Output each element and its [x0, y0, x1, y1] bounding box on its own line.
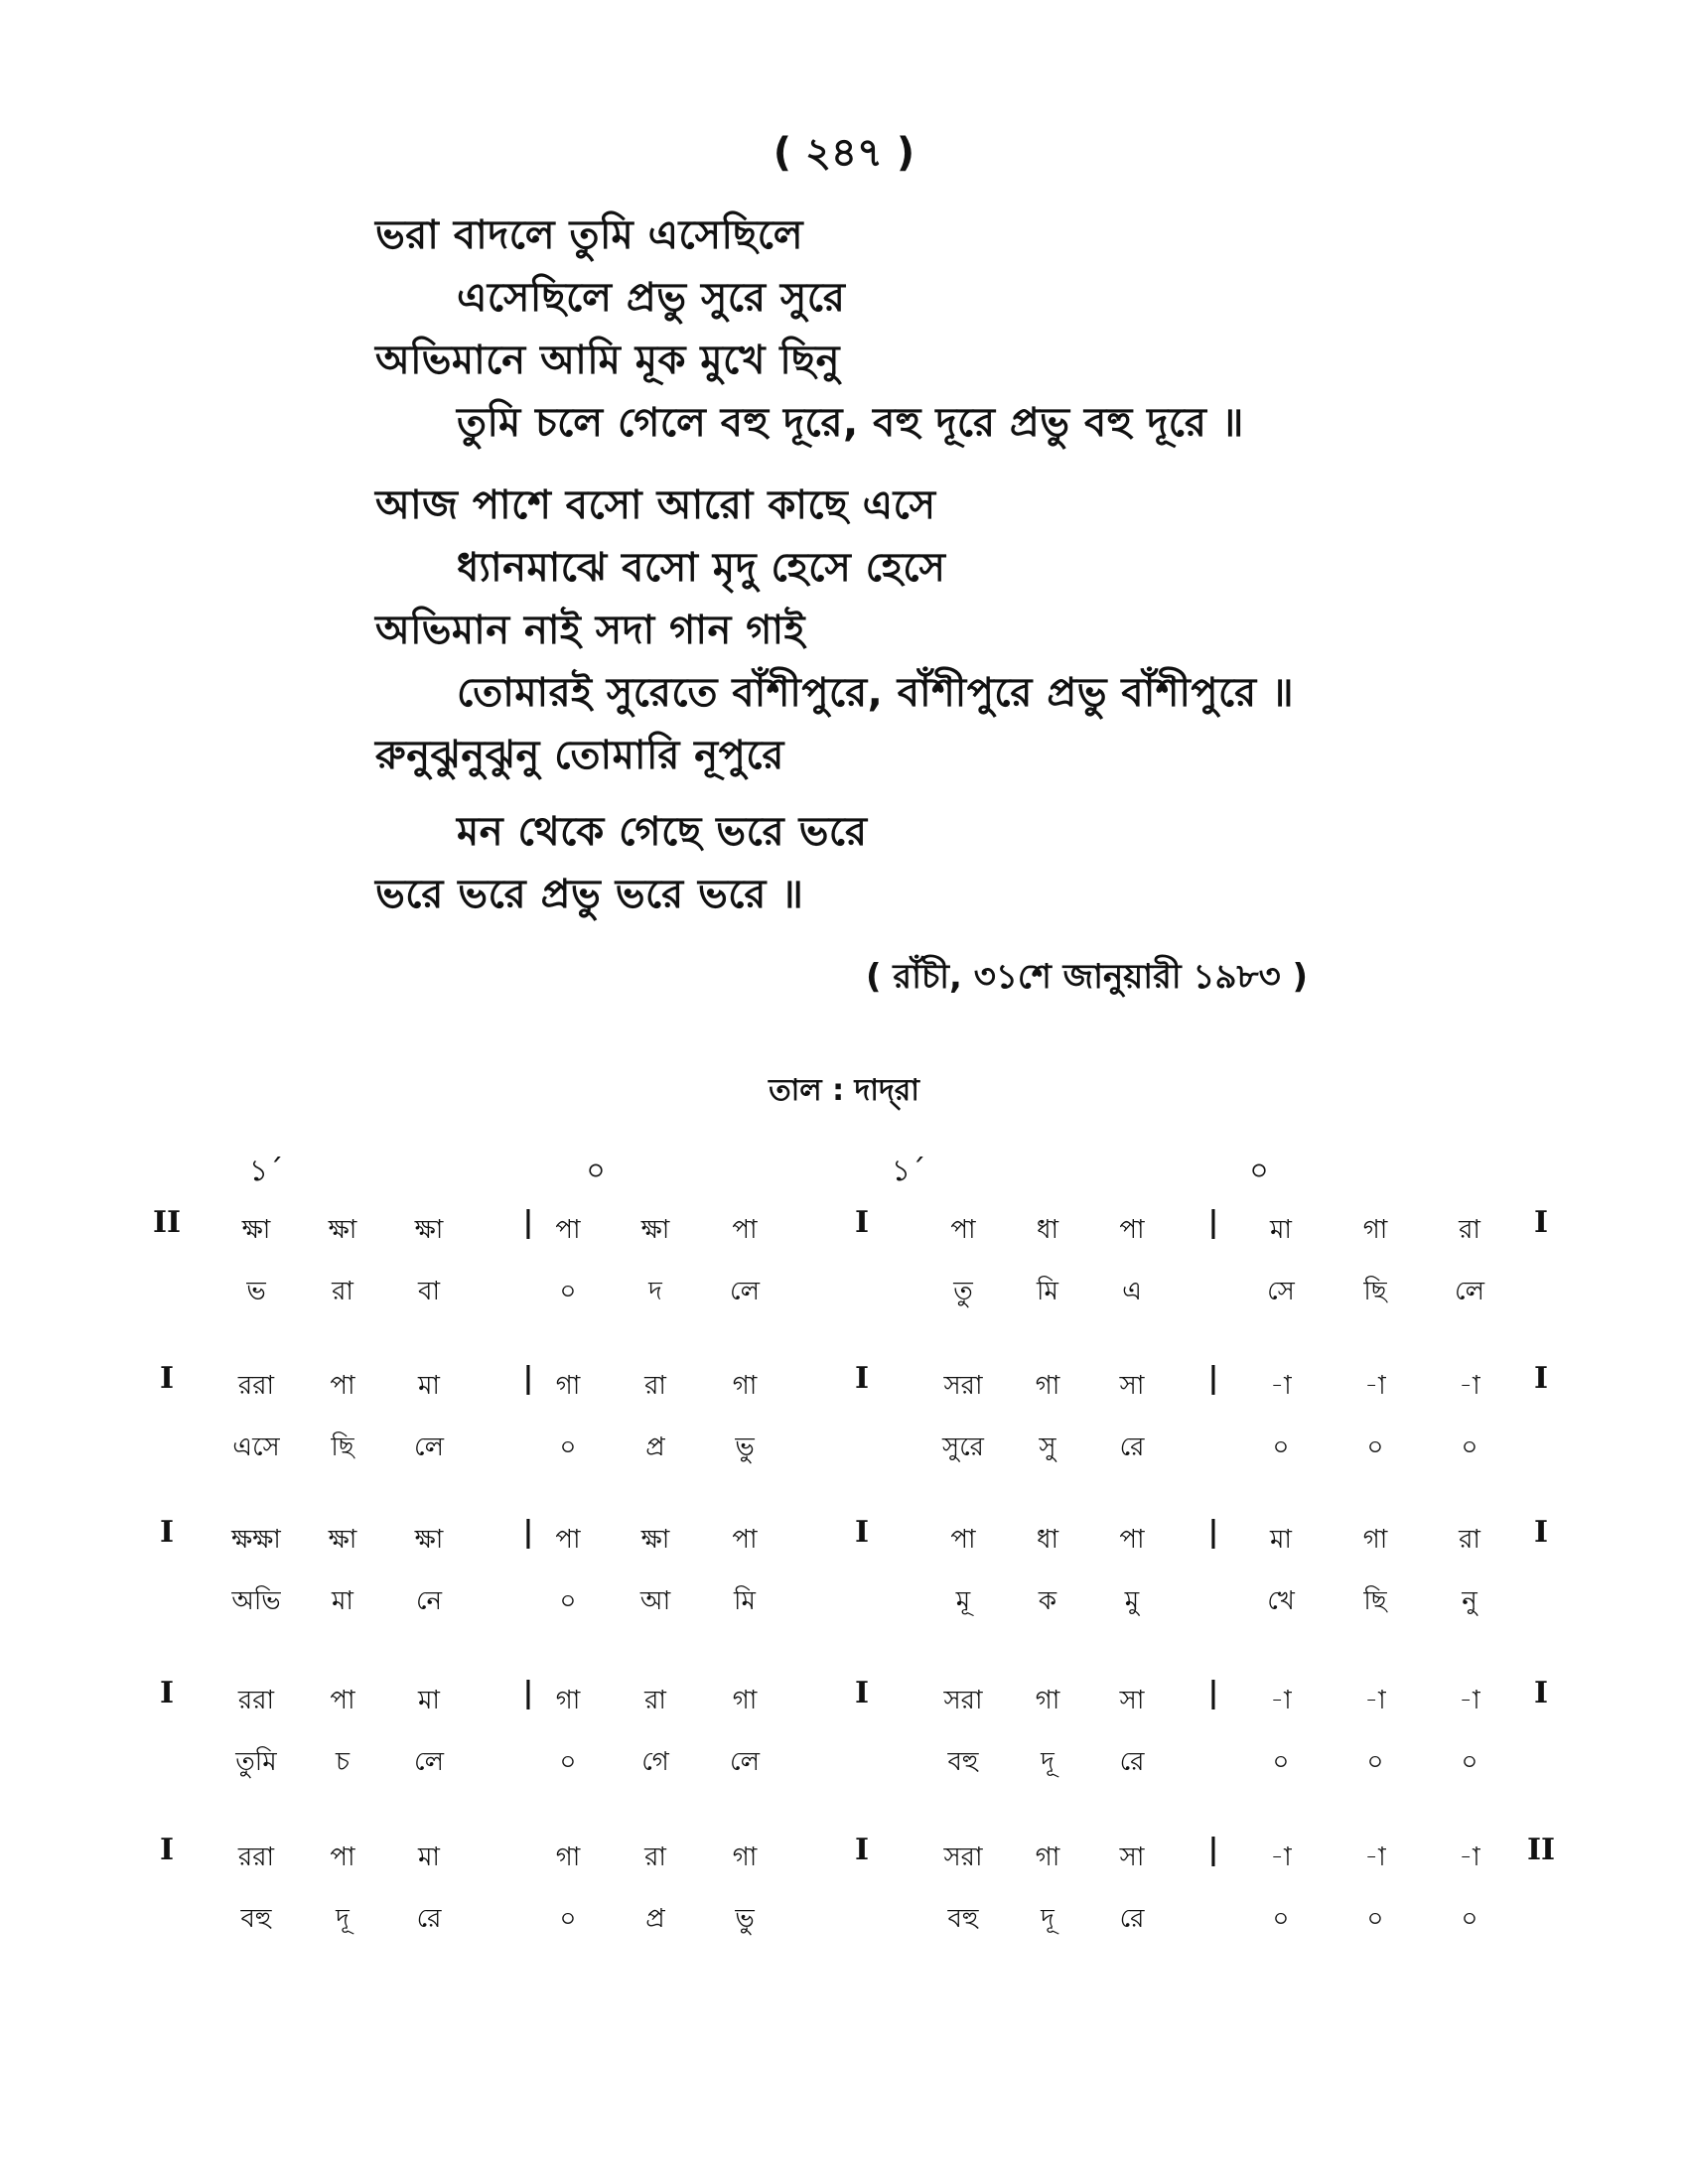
swara-note: -া: [1364, 1686, 1386, 1715]
bar-line: |: [1207, 1361, 1219, 1396]
lyric-syllable: লে: [730, 1277, 760, 1306]
lyric-syllable: লে: [1455, 1277, 1484, 1306]
swara-note: ক্ষা: [414, 1215, 444, 1245]
bar-line: I: [854, 1361, 870, 1396]
swara-note: গা: [1035, 1371, 1060, 1401]
bar-line: II: [152, 1205, 182, 1240]
swara-note: সরা: [943, 1686, 983, 1715]
lyric-syllable: ০: [1272, 1433, 1290, 1462]
lyric-line: ভরে ভরে প্রভু ভরে ভরে ॥: [375, 872, 804, 917]
swara-note: ররা: [237, 1843, 275, 1872]
swara-note: সরা: [943, 1843, 983, 1872]
swara-note: ক্ষা: [414, 1525, 444, 1555]
lyric-syllable: ০: [1272, 1747, 1290, 1777]
swara-note: ক্ষা: [640, 1525, 670, 1555]
bar-line: I: [159, 1361, 175, 1396]
bar-line: |: [1207, 1205, 1219, 1240]
bar-line: |: [522, 1515, 534, 1550]
swara-note: পা: [330, 1843, 355, 1872]
lyric-line: অভিমানে আমি মূক মুখে ছিনু: [375, 338, 840, 383]
swara-note: গা: [1035, 1686, 1060, 1715]
swara-note: ধা: [1036, 1215, 1059, 1245]
swara-note: গা: [555, 1843, 581, 1872]
swara-note: ক্ষা: [241, 1215, 271, 1245]
bar-line: I: [1533, 1361, 1549, 1396]
lyric-syllable: ছি: [1363, 1277, 1387, 1306]
swara-note: -া: [1270, 1843, 1292, 1872]
lyric-syllable: ০: [559, 1277, 577, 1306]
lyric-syllable: রে: [416, 1904, 442, 1934]
beat-mark: ১´: [248, 1154, 284, 1188]
lyric-syllable: এসে: [232, 1433, 280, 1462]
lyric-syllable: ০: [1366, 1433, 1384, 1462]
bar-line: |: [1207, 1676, 1219, 1710]
lyric-syllable: খে: [1267, 1586, 1295, 1616]
swara-note: মা: [418, 1686, 440, 1715]
lyric-line: এসেছিলে প্রভু সুরে সুরে: [457, 275, 846, 321]
lyric-syllable: দ: [648, 1277, 662, 1306]
lyric-syllable: ভু: [735, 1904, 755, 1934]
swara-note: ক্ষক্ষা: [231, 1525, 281, 1555]
swara-note: -া: [1270, 1371, 1292, 1401]
bar-line: |: [522, 1676, 534, 1710]
lyric-line: রুনুঝুনুঝুনু তোমারি নূপুরে: [375, 733, 784, 778]
swara-note: গা: [555, 1371, 581, 1401]
swara-note: গা: [1362, 1215, 1388, 1245]
swara-note: গা: [1362, 1525, 1388, 1555]
taal-label: তাল : দাদ্‌রা: [769, 1073, 919, 1108]
lyric-syllable: বহু: [947, 1747, 979, 1777]
bar-line: I: [854, 1833, 870, 1867]
lyric-syllable: সুরে: [942, 1433, 984, 1462]
bar-line: |: [1207, 1515, 1219, 1550]
lyric-line: ধ্যানমাঝে বসো মৃদু হেসে হেসে: [457, 545, 946, 591]
swara-note: রা: [644, 1371, 666, 1401]
swara-note: মা: [418, 1843, 440, 1872]
lyric-syllable: প্র: [645, 1904, 665, 1934]
swara-note: পা: [1119, 1525, 1145, 1555]
lyric-syllable: রে: [1119, 1433, 1145, 1462]
lyric-syllable: ০: [1461, 1904, 1478, 1934]
lyric-syllable: অভি: [231, 1586, 281, 1616]
beat-mark: ০: [586, 1154, 606, 1188]
lyric-line: মন থেকে গেছে ভরে ভরে: [457, 809, 868, 855]
lyric-line: তোমারই সুরেতে বাঁশীপুরে, বাঁশীপুরে প্রভু বাঁশীপুরে ॥: [457, 670, 1295, 716]
swara-note: সা: [1119, 1686, 1145, 1715]
lyric-syllable: চ: [335, 1747, 351, 1777]
lyric-syllable: ০: [559, 1433, 577, 1462]
bar-line: |: [1207, 1833, 1219, 1867]
swara-note: মা: [1270, 1215, 1292, 1245]
swara-note: ক্ষা: [328, 1215, 357, 1245]
swara-note: রা: [644, 1686, 666, 1715]
swara-note: রা: [1459, 1215, 1480, 1245]
lyric-syllable: ০: [559, 1747, 577, 1777]
lyric-syllable: ছি: [1363, 1586, 1387, 1616]
swara-note: পা: [732, 1525, 758, 1555]
swara-note: রা: [1459, 1525, 1480, 1555]
swara-note: পা: [732, 1215, 758, 1245]
lyric-syllable: ০: [1366, 1747, 1384, 1777]
swara-note: গা: [555, 1686, 581, 1715]
swara-note: সরা: [943, 1371, 983, 1401]
page-number: ( ২৪৭ ): [773, 130, 915, 176]
swara-note: -া: [1459, 1686, 1480, 1715]
lyric-syllable: লে: [414, 1747, 444, 1777]
lyric-syllable: নে: [415, 1586, 443, 1616]
swara-note: গা: [732, 1371, 758, 1401]
lyric-syllable: সে: [1267, 1277, 1295, 1306]
lyric-syllable: ০: [559, 1904, 577, 1934]
lyric-line: ভরা বাদলে তুমি এসেছিলে: [375, 212, 804, 258]
bar-line: |: [522, 1205, 534, 1240]
bar-line: I: [159, 1676, 175, 1710]
lyric-syllable: আ: [639, 1586, 671, 1616]
lyric-syllable: রে: [1119, 1904, 1145, 1934]
bar-line: I: [1533, 1205, 1549, 1240]
beat-mark: ০: [1249, 1154, 1269, 1188]
lyric-syllable: ০: [1366, 1904, 1384, 1934]
lyric-syllable: প্র: [645, 1433, 665, 1462]
lyric-syllable: ক: [1038, 1586, 1057, 1616]
swara-note: গা: [732, 1686, 758, 1715]
bar-line: I: [159, 1833, 175, 1867]
swara-note: -া: [1364, 1371, 1386, 1401]
lyric-syllable: দূ: [1041, 1747, 1055, 1777]
lyric-syllable: মি: [1037, 1277, 1058, 1306]
lyric-syllable: ০: [1461, 1433, 1478, 1462]
bar-line: II: [1526, 1833, 1556, 1867]
swara-note: রা: [644, 1843, 666, 1872]
lyric-syllable: বা: [417, 1277, 440, 1306]
swara-note: গা: [1035, 1843, 1060, 1872]
lyric-line: অভিমান নাই সদা গান গাই: [375, 608, 805, 653]
swara-note: পা: [950, 1215, 976, 1245]
swara-note: পা: [950, 1525, 976, 1555]
lyric-syllable: গে: [641, 1747, 669, 1777]
lyric-syllable: ০: [559, 1586, 577, 1616]
swara-note: -া: [1459, 1843, 1480, 1872]
swara-note: ধা: [1036, 1525, 1059, 1555]
swara-note: গা: [732, 1843, 758, 1872]
lyric-syllable: দূ: [1041, 1904, 1055, 1934]
lyric-syllable: ভ: [246, 1277, 266, 1306]
bar-line: |: [522, 1361, 534, 1396]
lyric-syllable: বহু: [240, 1904, 272, 1934]
lyric-syllable: মি: [734, 1586, 756, 1616]
lyric-syllable: এ: [1122, 1277, 1142, 1306]
lyric-syllable: লে: [414, 1433, 444, 1462]
lyric-syllable: বহু: [947, 1904, 979, 1934]
lyric-syllable: তুমি: [235, 1747, 277, 1777]
lyric-syllable: রে: [1119, 1747, 1145, 1777]
lyric-syllable: ০: [1461, 1747, 1478, 1777]
swara-note: -া: [1364, 1843, 1386, 1872]
swara-note: ক্ষা: [328, 1525, 357, 1555]
swara-note: পা: [330, 1686, 355, 1715]
swara-note: পা: [1119, 1215, 1145, 1245]
swara-note: মা: [1270, 1525, 1292, 1555]
swara-note: পা: [330, 1371, 355, 1401]
swara-note: সা: [1119, 1843, 1145, 1872]
swara-note: ররা: [237, 1371, 275, 1401]
lyric-syllable: মা: [332, 1586, 353, 1616]
swara-note: পা: [555, 1215, 581, 1245]
lyric-syllable: তু: [953, 1277, 973, 1306]
bar-line: I: [854, 1515, 870, 1550]
beat-mark: ১´: [891, 1154, 926, 1188]
bar-line: I: [854, 1676, 870, 1710]
lyric-syllable: ভু: [735, 1433, 755, 1462]
swara-note: -া: [1270, 1686, 1292, 1715]
lyric-syllable: দূ: [336, 1904, 350, 1934]
bar-line: I: [1533, 1515, 1549, 1550]
lyric-syllable: লে: [730, 1747, 760, 1777]
lyric-syllable: সু: [1039, 1433, 1056, 1462]
lyric-syllable: রা: [332, 1277, 353, 1306]
lyric-syllable: নু: [1462, 1586, 1477, 1616]
bar-line: I: [1533, 1676, 1549, 1710]
bar-line: I: [159, 1515, 175, 1550]
swara-note: পা: [555, 1525, 581, 1555]
lyric-line: আজ পাশে বসো আরো কাছে এসে: [375, 482, 936, 528]
swara-note: -া: [1459, 1371, 1480, 1401]
swara-note: মা: [418, 1371, 440, 1401]
date-credit: ( রাঁচী, ৩১শে জানুয়ারী ১৯৮৩ ): [866, 957, 1309, 997]
lyric-syllable: মু: [1124, 1586, 1140, 1616]
lyric-syllable: ছি: [331, 1433, 354, 1462]
lyric-line: তুমি চলে গেলে বহু দূরে, বহু দূরে প্রভু বহু দূরে ॥: [457, 400, 1244, 446]
swara-note: ক্ষা: [640, 1215, 670, 1245]
lyric-syllable: ০: [1272, 1904, 1290, 1934]
swara-note: ররা: [237, 1686, 275, 1715]
lyric-syllable: মূ: [955, 1586, 971, 1616]
bar-line: I: [854, 1205, 870, 1240]
swara-note: সা: [1119, 1371, 1145, 1401]
